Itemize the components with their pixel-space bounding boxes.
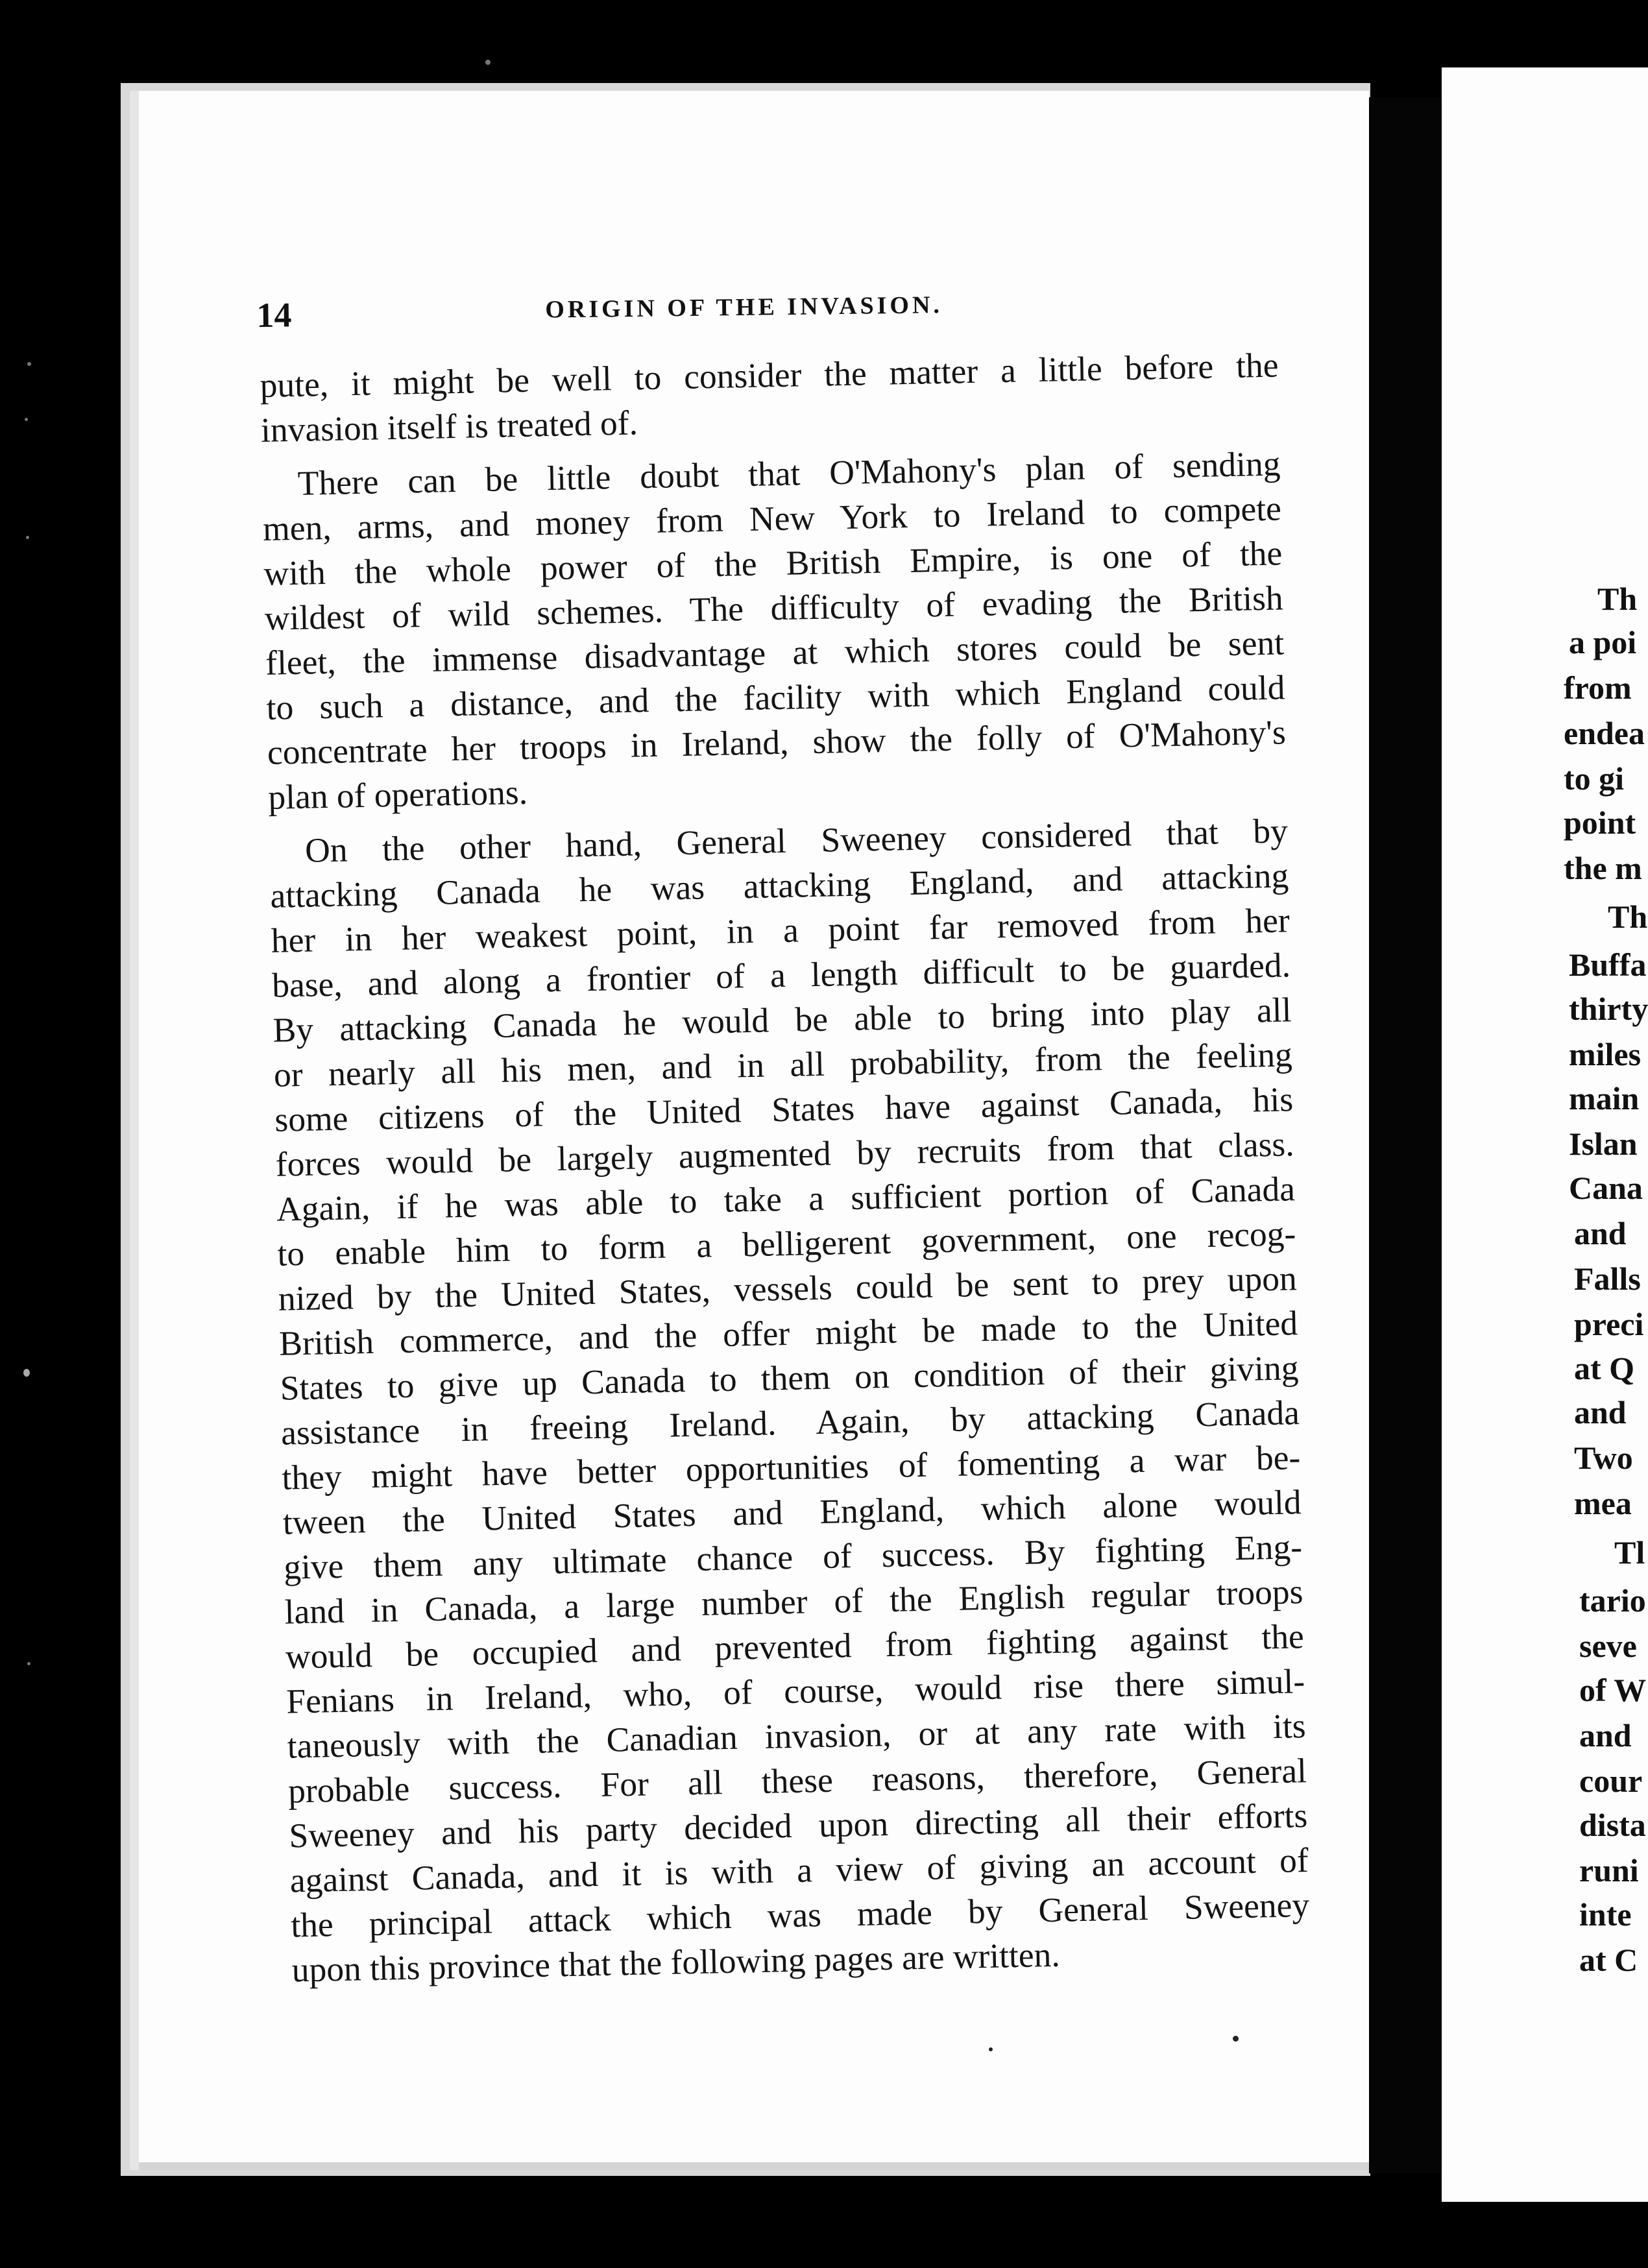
facing-page-fragment: Cana: [1569, 1170, 1643, 1206]
facing-page-fragment: tario: [1579, 1582, 1646, 1619]
text-line: States to give up Canada to them on condition of their giving: [280, 1348, 1299, 1408]
text-line: nized by the United States, vessels could be sent to prey upon: [278, 1259, 1298, 1318]
text-line: fleet, the immense disadvantage at which stores could be sent: [265, 623, 1285, 682]
text-line: would be occupied and prevented from fighting against the: [285, 1617, 1305, 1676]
text-line: with the whole power of the British Empire, is one of the: [263, 533, 1283, 593]
text-line: plan of operations.: [267, 772, 528, 817]
text-line: assistance in freeing Ireland. Again, by attacking Canada: [280, 1393, 1300, 1453]
facing-page-fragment: Islan: [1569, 1126, 1638, 1162]
ink-speck: [1233, 2036, 1239, 2042]
scan-speck: [25, 418, 28, 421]
text-line: invasion itself is treated of.: [260, 403, 638, 450]
facing-page-fragment: seve: [1579, 1628, 1637, 1664]
text-line: upon this province that the following pages are written.: [291, 1935, 1061, 1990]
facing-page-fragment: from: [1564, 670, 1632, 706]
facing-page-fragment: and: [1574, 1215, 1627, 1251]
scan-speck: [26, 536, 29, 539]
scan-speck: [27, 362, 31, 366]
facing-page-fragment: cour: [1579, 1763, 1643, 1799]
facing-page-fragment: runi: [1579, 1852, 1639, 1888]
text-line: men, arms, and money from New York to Ireland to compete: [262, 489, 1282, 548]
text-line: By attacking Canada he would be able to bring into play all: [273, 990, 1292, 1050]
paragraph-first-line: There can be little doubt that O'Mahony's plan of sending: [297, 444, 1281, 503]
text-line: to such a distance, and the facility with which England could: [266, 668, 1285, 727]
text-line: wildest of wild schemes. The difficulty of evading the British: [264, 578, 1284, 638]
text-line: give them any ultimate chance of success. By fighting Eng-: [283, 1527, 1303, 1587]
facing-page-fragment: mea: [1574, 1485, 1632, 1521]
text-line: probable success. For all these reasons, therefore, General: [287, 1751, 1307, 1811]
text-line: or nearly all his men, and in all probability, from the feeling: [273, 1035, 1293, 1094]
facing-page-fragment: at C: [1579, 1942, 1638, 1978]
scan-speck: [485, 60, 491, 65]
paragraph-first-line: On the other hand, General Sweeney considered that by: [304, 811, 1289, 870]
text-line: the principal attack which was made by General Sweeney: [290, 1885, 1310, 1945]
facing-page-fragment: Tl: [1614, 1534, 1645, 1571]
body-text: [260, 343, 1311, 1992]
text-line: pute, it might be well to consider the matter a little before the: [260, 345, 1279, 405]
text-line: land in Canada, a large number of the English regular troops: [284, 1572, 1303, 1632]
facing-page-fragment: to gi: [1564, 760, 1625, 797]
facing-page-fragment: miles: [1569, 1036, 1642, 1072]
facing-page-fragment: preci: [1574, 1306, 1644, 1342]
text-line: Fenians in Ireland, who, of course, would rise there simul-: [285, 1661, 1305, 1721]
book-gutter: [1369, 97, 1440, 2173]
text-line: they might have better opportunities of fomenting a war be-: [281, 1438, 1301, 1497]
facing-page-fragment: Th: [1608, 899, 1648, 935]
facing-page-fragment: thirty: [1569, 991, 1648, 1027]
scan-speck: [27, 1662, 30, 1665]
facing-page-fragment: Th: [1597, 581, 1638, 617]
facing-page-fragment: endea: [1564, 715, 1645, 751]
facing-page-fragment: and: [1579, 1717, 1632, 1754]
facing-page-fragment: the m: [1564, 850, 1642, 886]
text-line: British commerce, and the offer might be made to the United: [278, 1303, 1298, 1363]
facing-page-fragment: Two: [1574, 1440, 1633, 1476]
text-line: forces would be largely augmented by recruits from that class.: [275, 1124, 1295, 1184]
facing-page-fragment: a poi: [1569, 624, 1637, 660]
text-line: against Canada, and it is with a view of giving an account of: [289, 1840, 1309, 1900]
text-line: taneously with the Canadian invasion, or at any rate with its: [287, 1706, 1307, 1766]
ink-speck: [989, 2047, 993, 2051]
text-line: some citizens of the United States have against Canada, his: [274, 1080, 1294, 1139]
text-line: attacking Canada he was attacking England, and attacking: [269, 856, 1289, 915]
text-line: tween the United States and England, which alone would: [282, 1482, 1302, 1542]
text-line: to enable him to form a belligerent government, one recog-: [276, 1214, 1296, 1273]
text-line: her in her weakest point, in a point far removed from her: [271, 900, 1291, 960]
facing-page-fragment: main: [1569, 1080, 1640, 1116]
facing-page-fragment: Falls: [1574, 1261, 1641, 1297]
facing-page-fragment: point: [1564, 804, 1636, 841]
facing-page-fragment: and: [1574, 1394, 1627, 1430]
page-number: 14: [256, 295, 292, 335]
text-line: Sweeney and his party decided upon directing all their efforts: [288, 1796, 1308, 1855]
text-line: base, and along a frontier of a length difficult to be guarded.: [271, 945, 1291, 1005]
facing-page-fragment: Buffa: [1569, 947, 1647, 983]
facing-page-fragment: inte: [1579, 1896, 1632, 1933]
facing-page-fragment: of W: [1579, 1672, 1647, 1708]
text-line: concentrate her troops in Ireland, show the folly of O'Mahony's: [267, 712, 1287, 772]
text-line: Again, if he was able to take a sufficient portion of Canada: [276, 1169, 1296, 1229]
running-title: ORIGIN OF THE INVASION.: [545, 291, 943, 324]
facing-page-fragment: dista: [1579, 1807, 1646, 1843]
facing-page-fragment: at Q: [1574, 1350, 1635, 1386]
scan-speck: [23, 1369, 30, 1377]
